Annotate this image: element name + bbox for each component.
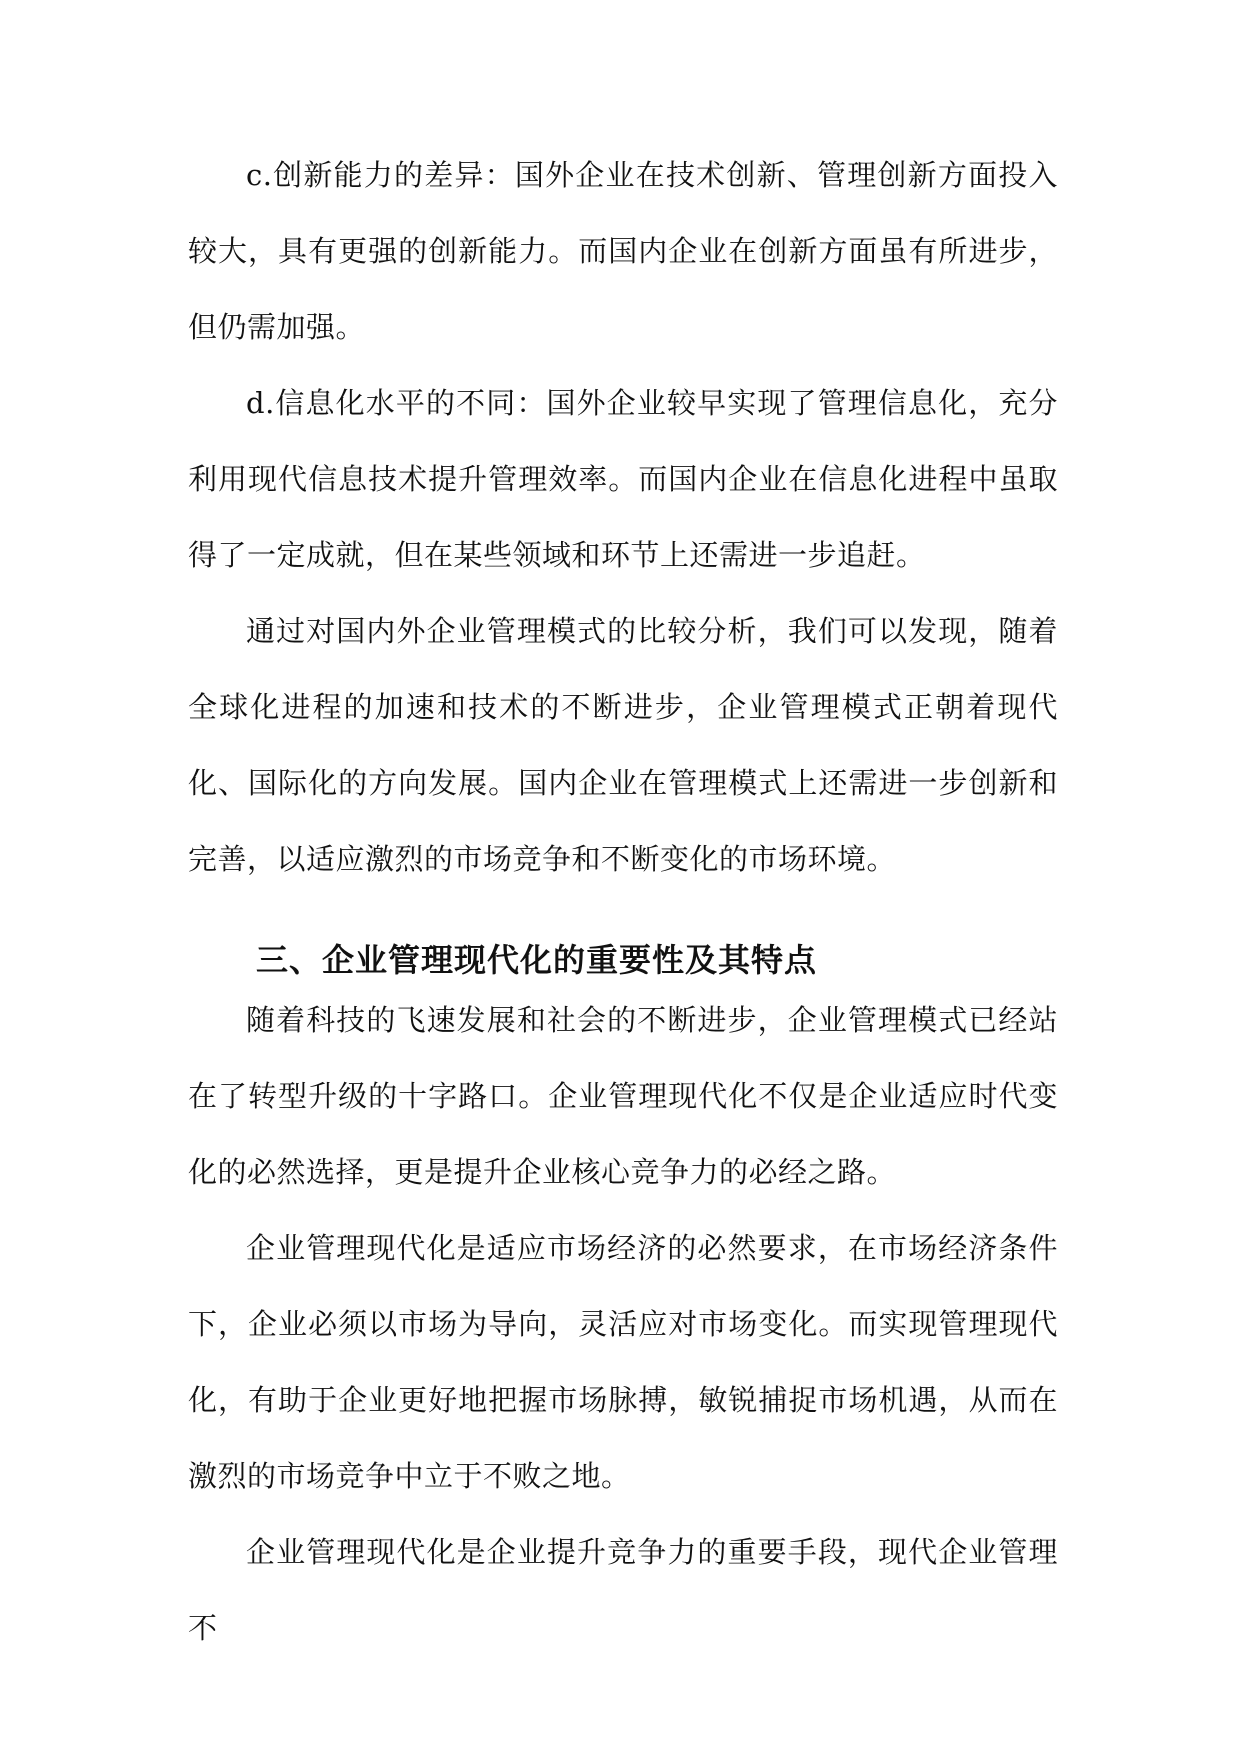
paragraph-modernization-intro: 随着科技的飞速发展和社会的不断进步，企业管理模式已经站在了转型升级的十字路口。企业管理现代化不仅是企业适应时代变化的必然选择，更是提升企业核心竞争力的必经之路。 bbox=[188, 1003, 1058, 1189]
paragraph-innovation-difference: c.创新能力的差异：国外企业在技术创新、管理创新方面投入较大，具有更强的创新能力。而国内企业在创新方面虽有所进步，但仍需加强。 bbox=[188, 158, 1058, 344]
section-heading: 三、企业管理现代化的重要性及其特点 bbox=[256, 941, 818, 979]
paragraph-market-economy: 企业管理现代化是适应市场经济的必然要求，在市场经济条件下，企业必须以市场为导向，灵活应对市场变化。而实现管理现代化，有助于企业更好地把握市场脉搏，敏锐捕捉市场机遇，从而在激烈的市场竞争中立于不败之地。 bbox=[188, 1231, 1058, 1493]
paragraph-comparison-summary: 通过对国内外企业管理模式的比较分析，我们可以发现，随着全球化进程的加速和技术的不断进步，企业管理模式正朝着现代化、国际化的方向发展。国内企业在管理模式上还需进一步创新和完善，以适应激烈的市场竞争和不断变化的市场环境。 bbox=[188, 614, 1058, 876]
paragraph-competitiveness: 企业管理现代化是企业提升竞争力的重要手段，现代企业管理不 bbox=[188, 1535, 1058, 1645]
paragraph-informatization-difference: d.信息化水平的不同：国外企业较早实现了管理信息化，充分利用现代信息技术提升管理效率。而国内企业在信息化进程中虽取得了一定成就，但在某些领域和环节上还需进一步追赶。 bbox=[188, 386, 1058, 572]
